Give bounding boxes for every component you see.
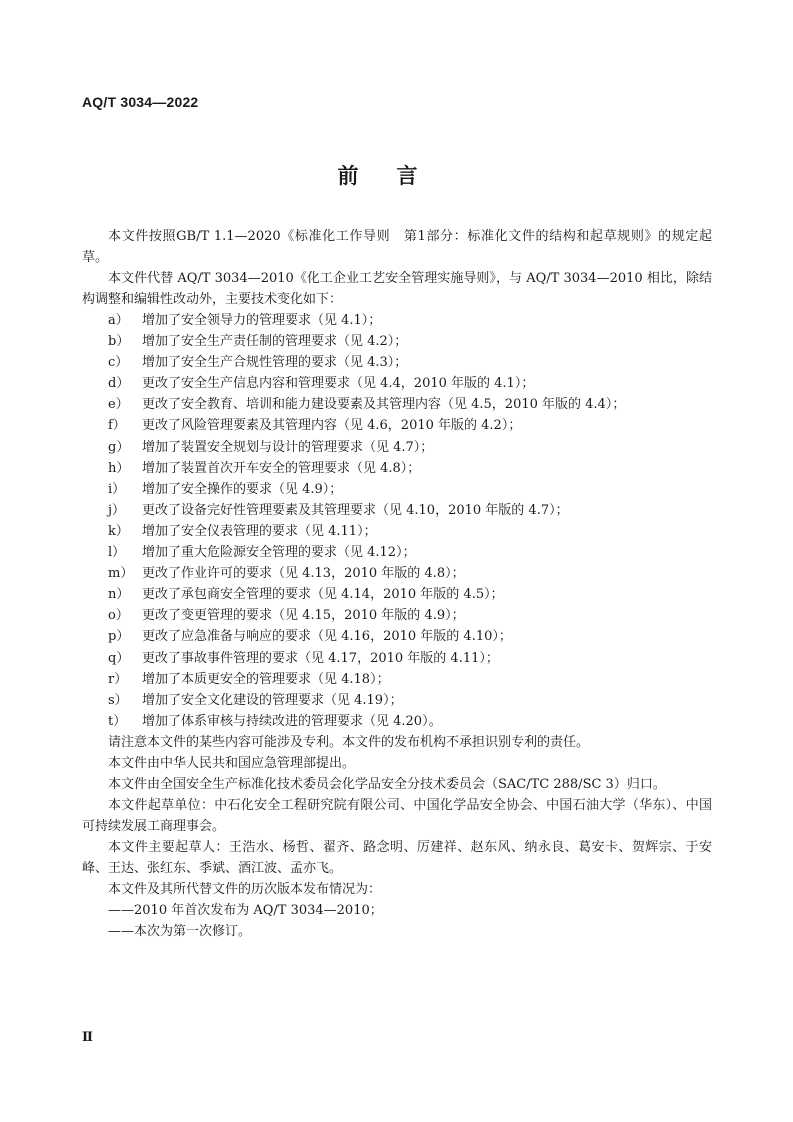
- list-item-text: 更改了作业许可的要求（见 4.13，2010 年版的 4.8）；: [142, 566, 465, 582]
- paragraph-drafting-organizations: 本文件起草单位：中石化安全工程研究院有限公司、中国化学品安全协会、中国石油大学（华东）、中国可持续发展工商理事会。: [82, 797, 712, 834]
- paragraph-patent-notice: 请注意本文件的某些内容可能涉及专利。本文件的发布机构不承担识别专利的责任。: [108, 734, 590, 750]
- list-item-label: d）: [108, 376, 130, 392]
- list-item: [82, 373, 712, 394]
- list-item-text: 更改了变更管理的要求（见 4.15，2010 年版的 4.9）；: [142, 608, 465, 624]
- list-item-text: 增加了本质更安全的管理要求（见 4.18）；: [142, 671, 390, 687]
- list-item: [82, 415, 712, 436]
- version-history-item: ——本次为第一次修订。: [108, 923, 252, 939]
- list-item-text: 增加了安全操作的要求（见 4.9）；: [142, 481, 343, 497]
- list-item: [82, 584, 712, 605]
- changes-list: [82, 310, 712, 732]
- paragraph-drafters: 本文件主要起草人：王浩水、杨哲、翟齐、路念明、厉建祥、赵东风、纳永良、葛安卡、贺辉宗、于安峰、王达、张红东、季斌、酒江波、孟亦飞。: [82, 839, 712, 876]
- document-code: AQ/T 3034—2022: [82, 94, 199, 110]
- list-item: [82, 711, 712, 732]
- list-item-label: m）: [108, 566, 134, 582]
- paragraph-replacement: 本文件代替 AQ/T 3034—2010《化工企业工艺安全管理实施导则》，与 AQ/T 3034—2010 相比，除结构调整和编辑性改动外，主要技术变化如下：: [82, 271, 712, 307]
- list-item-label: i）: [108, 481, 126, 497]
- list-item-label: k）: [108, 523, 129, 539]
- document-body: [82, 226, 712, 942]
- list-item-label: e）: [108, 397, 129, 413]
- list-item-label: c）: [108, 355, 129, 371]
- list-item: [82, 310, 712, 331]
- list-item-text: 增加了安全领导力的管理要求（见 4.1）；: [142, 313, 382, 328]
- list-item-text: 增加了安全生产合规性管理的要求（见 4.3）；: [142, 355, 408, 371]
- list-item-label: f）: [108, 418, 126, 434]
- list-item: [82, 669, 712, 690]
- list-item: [82, 331, 712, 352]
- list-item-text: 更改了风险管理要素及其管理内容（见 4.6，2010 年版的 4.2）；: [142, 418, 522, 434]
- list-item-label: n）: [108, 587, 130, 603]
- list-item-text: 增加了装置安全规划与设计的管理要求（见 4.7）；: [142, 439, 434, 455]
- list-item-label: j）: [108, 502, 126, 518]
- paragraph-drafting-rules: 本文件按照GB/T 1.1—2020《标准化工作导则 第1部分：标准化文件的结构和起草规则》的规定起草。: [82, 229, 712, 265]
- list-item-label: b）: [108, 334, 130, 350]
- list-item-label: h）: [108, 460, 130, 476]
- list-item: [82, 563, 712, 584]
- list-item: [82, 352, 712, 373]
- list-item: [82, 521, 712, 542]
- list-item-text: 增加了体系审核与持续改进的管理要求（见 4.20）。: [142, 713, 442, 729]
- version-history-item: ——2010 年首次发布为 AQ/T 3034—2010；: [108, 902, 383, 918]
- list-item: [82, 394, 712, 415]
- list-item-label: o）: [108, 608, 129, 624]
- list-item-label: s）: [108, 692, 128, 708]
- list-item: [82, 458, 712, 479]
- list-item-text: 更改了应急准备与响应的要求（见 4.16，2010 年版的 4.10）；: [142, 629, 512, 645]
- list-item: [82, 690, 712, 711]
- page-title: 前言: [337, 164, 456, 188]
- list-item: [82, 648, 712, 669]
- list-item-text: 更改了承包商安全管理的要求（见 4.14，2010 年版的 4.5）；: [142, 587, 504, 603]
- list-item-text: 增加了装置首次开车安全的管理要求（见 4.8）；: [142, 460, 421, 476]
- list-item-text: 更改了安全教育、培训和能力建设要素及其管理内容（见 4.5，2010 年版的 4.4）；: [142, 397, 626, 413]
- list-item-label: g）: [108, 439, 130, 455]
- list-item-text: 更改了事故事件管理的要求（见 4.17，2010 年版的 4.11）；: [142, 650, 499, 666]
- list-item-text: 增加了安全生产责任制的管理要求（见 4.2）；: [142, 334, 408, 350]
- list-item: [82, 542, 712, 563]
- list-item: [82, 500, 712, 521]
- list-item-text: 增加了安全文化建设的管理要求（见 4.19）；: [142, 692, 403, 708]
- paragraph-version-history: 本文件及其所代替文件的历次版本发布情况为：: [108, 881, 382, 897]
- list-item-label: l）: [108, 545, 126, 561]
- list-item-text: 更改了设备完好性管理要素及其管理要求（见 4.10，2010 年版的 4.7）；: [142, 502, 569, 518]
- list-item: [82, 479, 712, 500]
- list-item-label: r）: [108, 671, 128, 687]
- page-number: Ⅱ: [82, 1030, 93, 1045]
- list-item: [82, 437, 712, 458]
- list-item: [82, 605, 712, 626]
- paragraph-technical-committee: 本文件由全国安全生产标准化技术委员会化学品安全分技术委员会（SAC/TC 288/SC 3）归口。: [108, 776, 666, 792]
- paragraph-proposer: 本文件由中华人民共和国应急管理部提出。: [108, 755, 356, 771]
- list-item-label: a）: [108, 313, 129, 328]
- list-item-label: p）: [108, 629, 130, 645]
- list-item-label: t）: [108, 713, 127, 729]
- list-item: [82, 626, 712, 647]
- list-item-label: q）: [108, 650, 130, 666]
- list-item-text: 更改了安全生产信息内容和管理要求（见 4.4，2010 年版的 4.1）；: [142, 376, 535, 392]
- list-item-text: 增加了重大危险源安全管理的要求（见 4.12）；: [142, 545, 416, 561]
- list-item-text: 增加了安全仪表管理的要求（见 4.11）；: [142, 523, 377, 539]
